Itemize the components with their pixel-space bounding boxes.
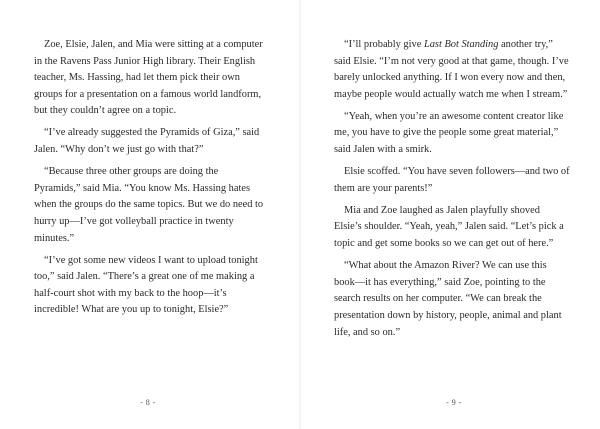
page-number: - 9 -	[446, 398, 462, 407]
paragraph: Mia and Zoe laughed as Jalen playfully shoved Elsie’s shoulder. “Yeah, yeah,” Jalen said. “Let’s pick a topic and get some books so we can get out of here.”	[334, 204, 564, 250]
right-page-text	[334, 37, 570, 347]
paragraph: Zoe, Elsie, Jalen, and Mia were sitting at a computer in the Ravens Pass Junior High library. Their English teacher, Ms. Hassing, had let them pick their own groups for a presentation on a famous world landform, but they couldn’t agree on a topic.	[34, 39, 263, 117]
game-title: Last Bot Standing	[423, 39, 499, 50]
page-number: - 8 -	[140, 398, 156, 407]
paragraph: “Because three other groups are doing the Pyramids,” said Mia. “You know Ms. Hassing hates when the groups do the same topics. But we do need to hurry up—I’ve got volleyball practice in twenty minutes.”	[34, 166, 264, 244]
paragraph: Elsie scoffed. “You have seven followers—and two of them are your parents!”	[334, 166, 570, 194]
paragraph-text: another try,” said Elsie. “I’m not very good at that game, though. I’ve barely unlocked anything. If I won every now and then, maybe people would actually watch me when I stream.”	[334, 39, 569, 100]
paragraph	[334, 37, 570, 103]
paragraph-text: “I’ll probably give	[344, 39, 424, 50]
paragraph: “I’ve already suggested the Pyramids of Giza,” said Jalen. “Why don’t we just go with that?”	[34, 127, 260, 156]
paragraph: “Yeah, when you’re an awesome content creator like me, you have to give the people some great material,” said Jalen with a smirk.	[334, 110, 564, 156]
paragraph: “I’ve got some new videos I want to upload tonight too,” said Jalen. “There’s a great one of me making a half-court shot with my back to the hoop—it’s incredible! What are you up to tonight, Elsie?”	[34, 254, 258, 316]
paragraph: “What about the Amazon River? We can use this book—it has everything,” said Zoe, pointing to the search results on her computer. “We can break the presentation down by history, people, animal and plant life, and so on.”	[334, 260, 562, 338]
left-page-text	[34, 37, 266, 325]
right-page	[300, 0, 600, 429]
